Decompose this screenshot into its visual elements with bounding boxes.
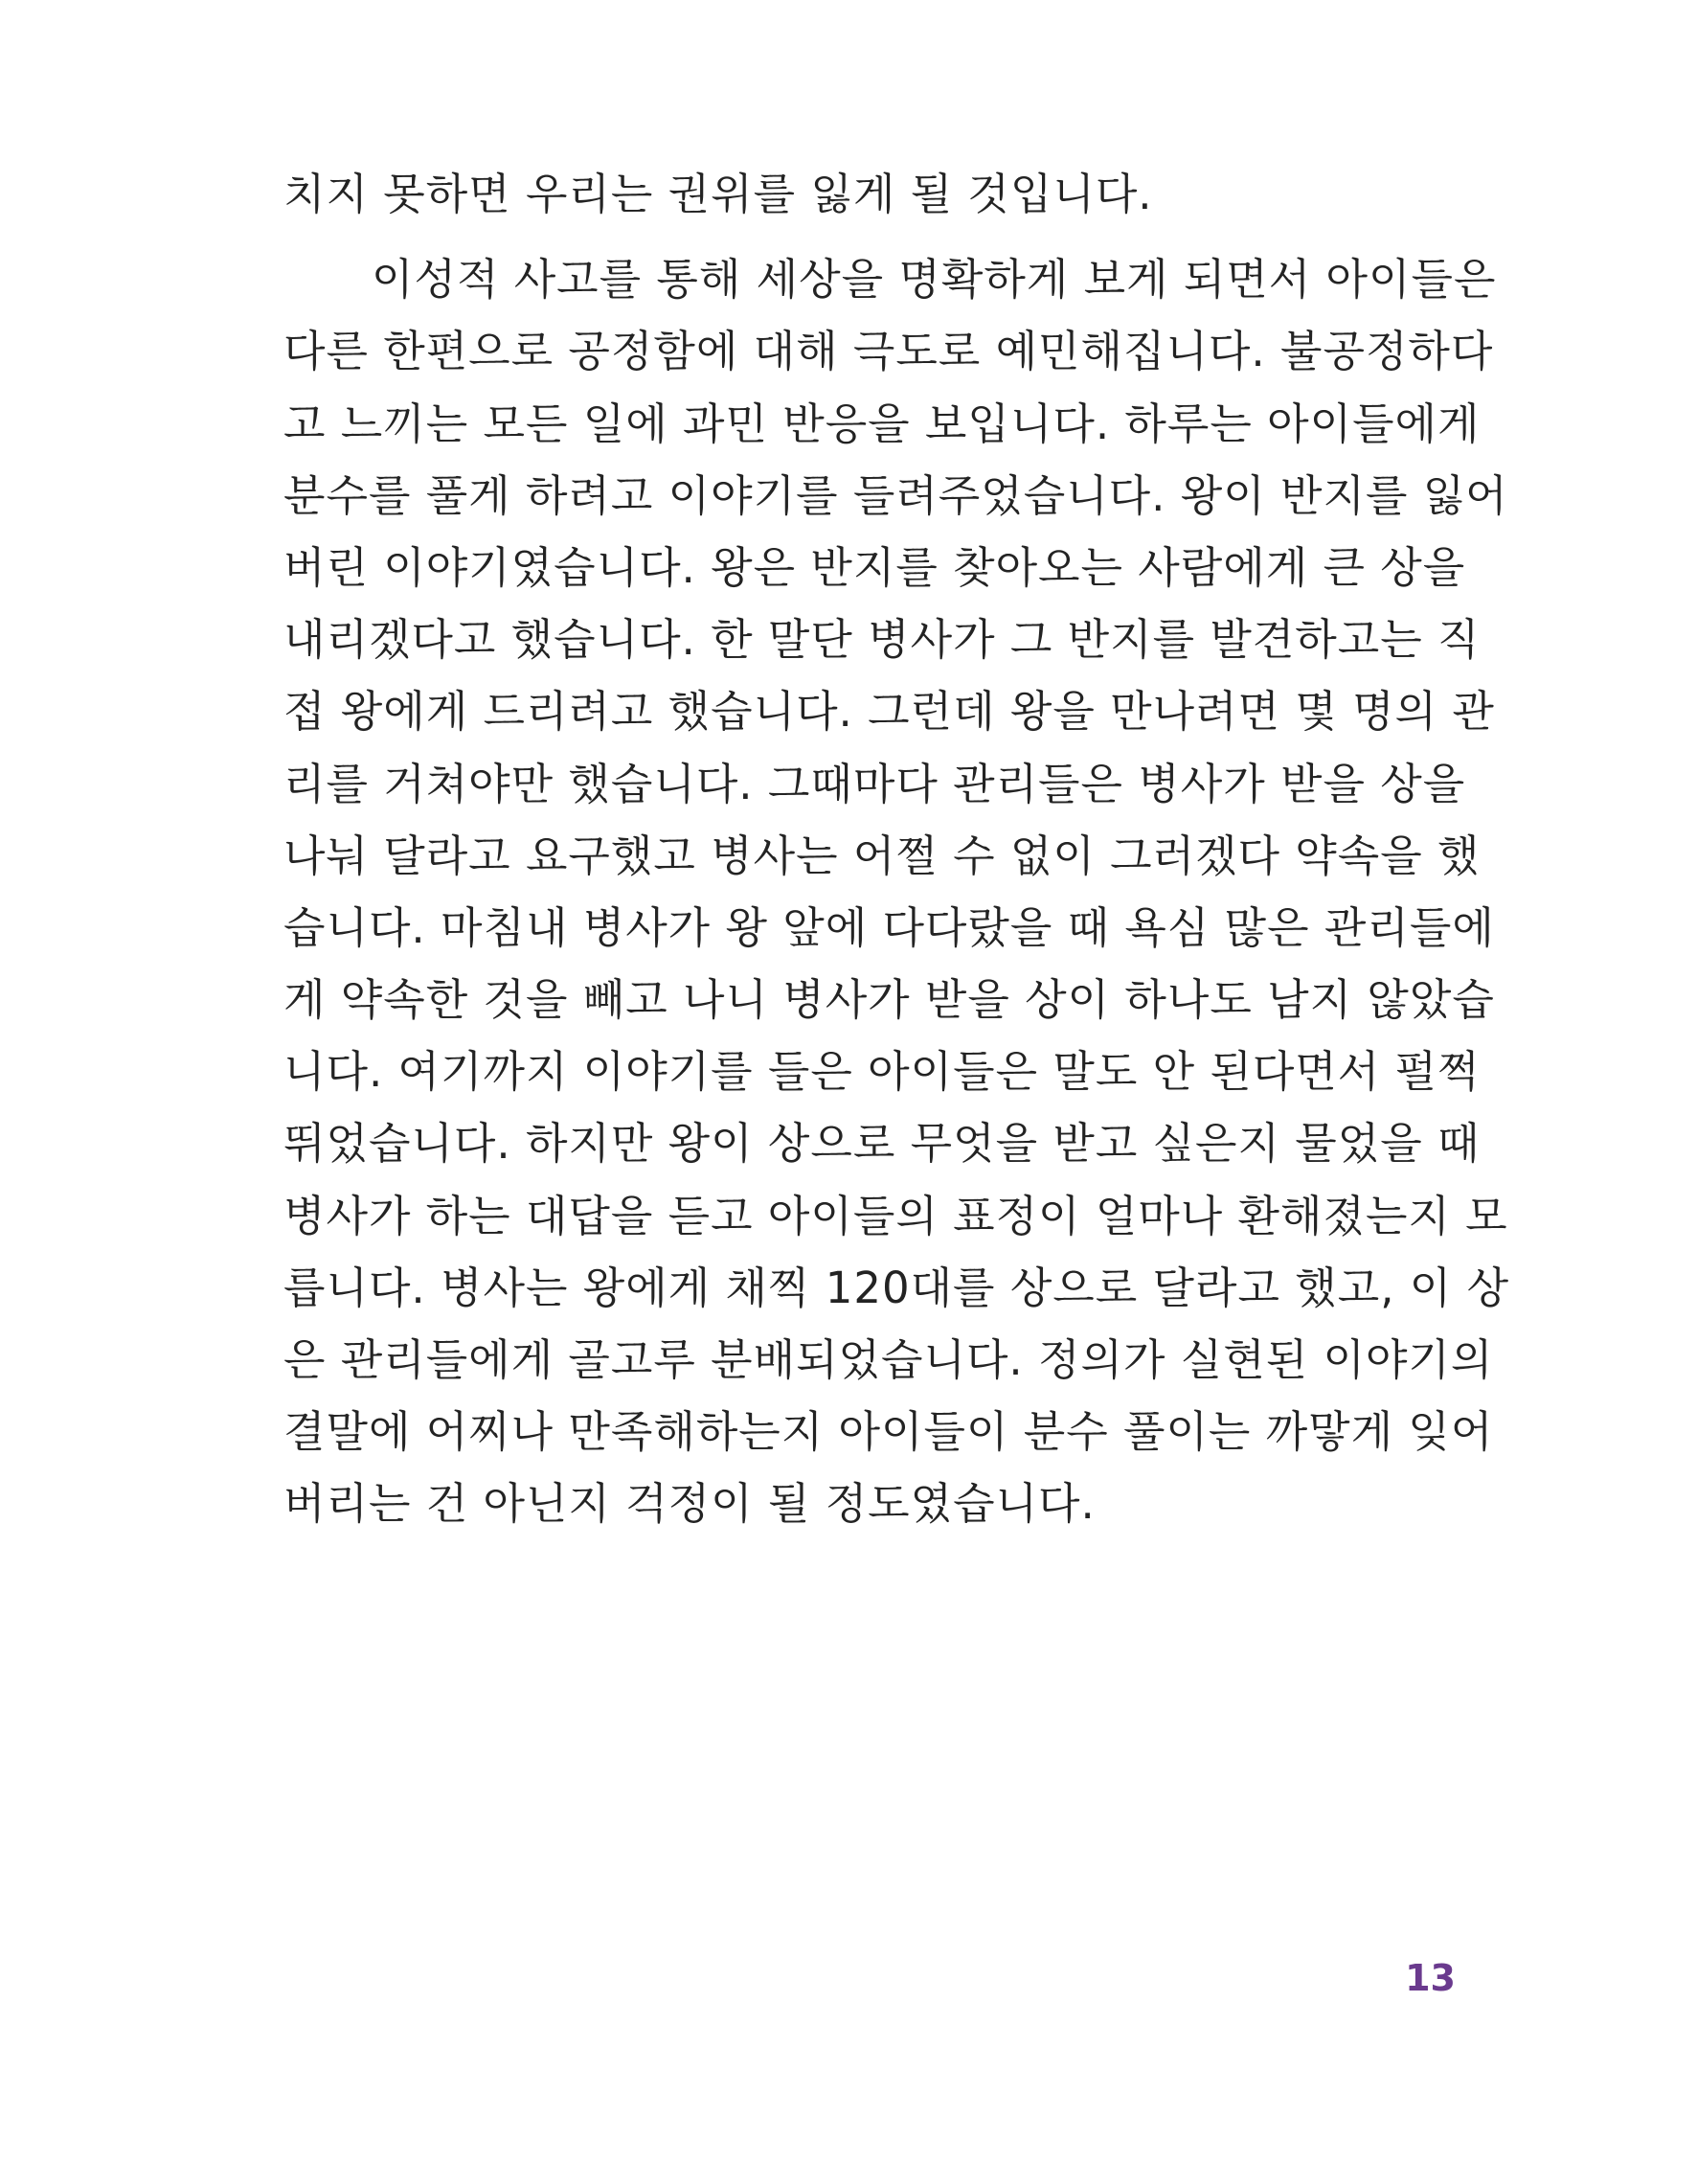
text-line: 병사가 하는 대답을 듣고 아이들의 표정이 얼마나 환해졌는지 모 — [283, 1190, 1508, 1241]
text-line: 니다. 여기까지 이야기를 들은 아이들은 말도 안 된다면서 펄쩍 — [283, 1046, 1481, 1098]
text-line: 습니다. 마침내 병사가 왕 앞에 다다랐을 때 욕심 많은 관리들에 — [283, 901, 1495, 953]
text-line: 고 느끼는 모든 일에 과민 반응을 보입니다. 하루는 아이들에게 — [283, 398, 1481, 449]
text-line: 나눠 달라고 요구했고 병사는 어쩔 수 없이 그러겠다 약속을 했 — [283, 830, 1481, 881]
text-line: 릅니다. 병사는 왕에게 채찍 120대를 상으로 달라고 했고, 이 상 — [283, 1262, 1510, 1313]
text-line: 치지 못하면 우리는 권위를 잃게 될 것입니다. — [283, 169, 1153, 219]
body-text — [283, 158, 1510, 1540]
paragraph-first-line: 이성적 사고를 통해 세상을 명확하게 보게 되면서 아이들은 — [372, 254, 1497, 306]
text-line: 버린 이야기였습니다. 왕은 반지를 찾아오는 사람에게 큰 상을 — [283, 541, 1466, 593]
text-line: 은 관리들에게 골고루 분배되었습니다. 정의가 실현된 이야기의 — [283, 1334, 1494, 1385]
text-line: 게 약속한 것을 빼고 나니 병사가 받을 상이 하나도 남지 않았습 — [283, 974, 1495, 1026]
text-line: 다른 한편으로 공정함에 대해 극도로 예민해집니다. 불공정하다 — [283, 326, 1494, 377]
text-line: 버리는 건 아닌지 걱정이 될 정도였습니다. — [283, 1478, 1096, 1530]
page-number: 13 — [1405, 1957, 1456, 1999]
text-line: 내리겠다고 했습니다. 한 말단 병사가 그 반지를 발견하고는 직 — [283, 614, 1481, 666]
text-line: 리를 거쳐야만 했습니다. 그때마다 관리들은 병사가 받을 상을 — [283, 758, 1466, 809]
text-line: 분수를 풀게 하려고 이야기를 들려주었습니다. 왕이 반지를 잃어 — [283, 469, 1508, 521]
text-line: 접 왕에게 드리려고 했습니다. 그런데 왕을 만나려면 몇 명의 관 — [283, 686, 1495, 738]
text-line: 결말에 어찌나 만족해하는지 아이들이 분수 풀이는 까맣게 잊어 — [283, 1406, 1494, 1458]
text-line: 뛰었습니다. 하지만 왕이 상으로 무엇을 받고 싶은지 물었을 때 — [283, 1118, 1481, 1170]
